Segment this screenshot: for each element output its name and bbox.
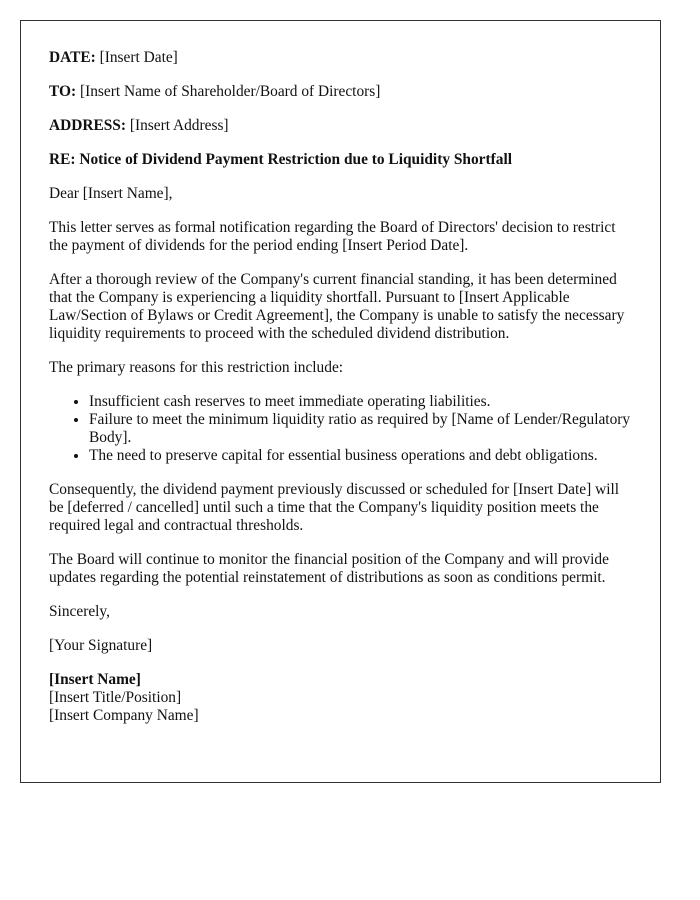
to-label: TO: xyxy=(49,83,77,100)
subject-line xyxy=(49,151,632,169)
to-value: [Insert Name of Shareholder/Board of Directors] xyxy=(79,83,381,100)
subject-value: Notice of Dividend Payment Restriction due to Liquidity Shortfall xyxy=(79,151,513,168)
subject-label: RE: xyxy=(49,151,76,168)
date-line xyxy=(49,49,632,67)
address-value: [Insert Address] xyxy=(129,117,229,134)
paragraph-monitoring: The Board will continue to monitor the financial position of the Company and will provide updates regarding the potential reinstatement of distributions as soon as conditions permit. xyxy=(49,551,609,586)
signer-title: [Insert Title/Position] xyxy=(49,689,182,706)
address-label: ADDRESS: xyxy=(49,117,126,134)
reason-item: • The need to preserve capital for essential business operations and debt obligations. xyxy=(89,447,632,465)
signer-company: [Insert Company Name] xyxy=(49,707,199,724)
paragraph-notification: This letter serves as formal notification regarding the Board of Directors' decision to restrict the payment of dividends for the period ending [Insert Period Date]. xyxy=(49,219,616,254)
reasons-list xyxy=(49,393,632,465)
letter-document xyxy=(20,20,661,783)
reason-item: • Insufficient cash reserves to meet immediate operating liabilities. xyxy=(89,393,632,411)
to-line xyxy=(49,83,632,101)
address-line xyxy=(49,117,632,135)
paragraph-consequence: Consequently, the dividend payment previously discussed or scheduled for [Insert Date] will be [deferred / cancelled] until such a time that the Company's liquidity position meets the required legal and contractual thresholds. xyxy=(49,481,620,534)
signature-block xyxy=(49,671,632,725)
reasons-intro: The primary reasons for this restriction include: xyxy=(49,359,344,376)
signer-name xyxy=(49,671,632,689)
date-value: [Insert Date] xyxy=(99,49,178,66)
date-label: DATE: xyxy=(49,49,96,66)
salutation: Dear [Insert Name], xyxy=(49,185,173,202)
signature-placeholder: [Your Signature] xyxy=(49,637,153,654)
paragraph-review: After a thorough review of the Company's current financial standing, it has been determined that the Company is experiencing a liquidity shortfall. Pursuant to [Insert Applicable Law/Section of Bylaws or Credit Agreement], the Company is unable to satisfy the necessary liquidity requirements to proceed with the scheduled dividend distribution. xyxy=(49,271,625,342)
reason-item: • Failure to meet the minimum liquidity ratio as required by [Name of Lender/Regulatory Body]. xyxy=(89,411,632,447)
valediction: Sincerely, xyxy=(49,603,110,620)
signer-name-text: [Insert Name] xyxy=(49,671,141,688)
